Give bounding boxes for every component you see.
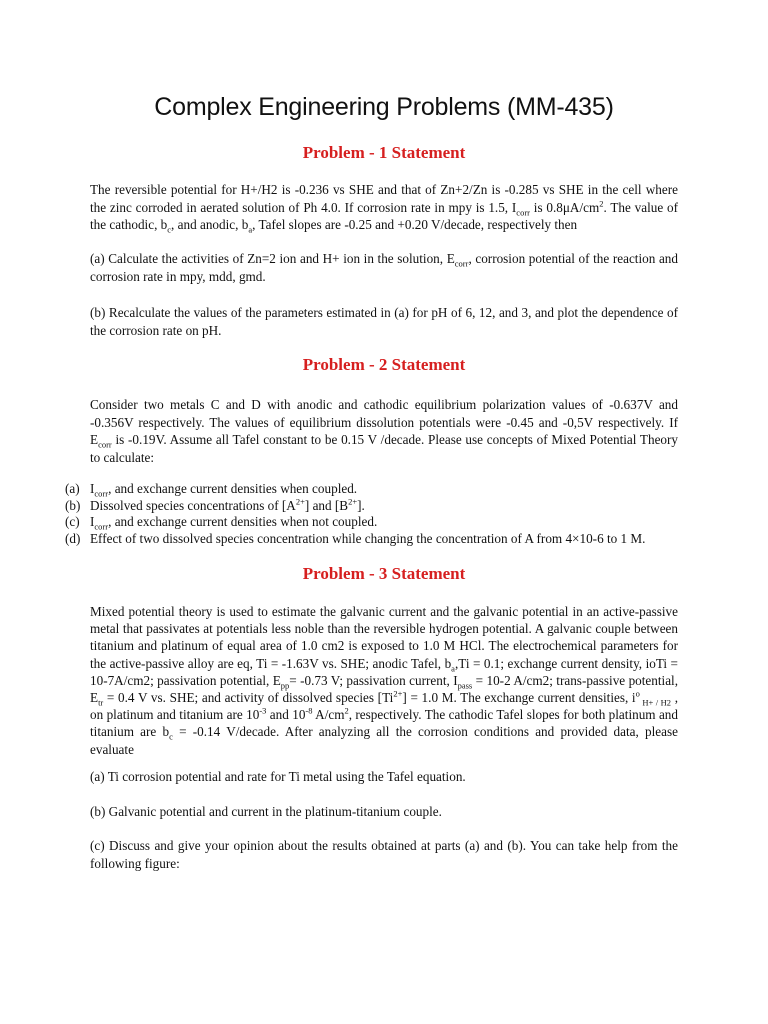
document-title: Complex Engineering Problems (MM-435) [154, 93, 614, 121]
list-item: (b) Dissolved species concentrations of $[A^{2+}]$ and $[B^{2+}]$. [65, 496, 365, 513]
problem-2-heading: Problem - 2 Statement [302, 355, 466, 374]
problem-3-heading: Problem - 3 Statement [302, 564, 466, 583]
problem-1-part-a: (a) Calculate the activities of Zn=2 ion and H+ ion in the solution, $E_{corr}$, corrosion potential of the reaction and corrosion rate in mpy, mdd, gmd. [90, 251, 678, 284]
list-item: (c) $I_{corr}$, and exchange current densities when not coupled. [65, 514, 378, 532]
problem-3-part-a: (a) Ti corrosion potential and rate for Ti metal using the Tafel equation. [90, 769, 466, 784]
list-item: (d) Effect of two dissolved species concentration while changing the concentration of A from 4×10-6 to 1 M. [65, 530, 646, 546]
problem-3-part-c: (c) Discuss and give your opinion about the results obtained at parts (a) and (b). You can take help from the following figure: [90, 838, 678, 871]
problem-1-intro: The reversible potential for H+/H2 is -0.236 vs SHE and that of Zn+2/Zn is -0.285 vs SHE in the cell where the zinc corroded in aerated solution of Ph 4.0. If corrosion rate in mpy is 1.5, $I_{corr}$ is $0.8\mu A/cm^2$. The value of the cathodic, $b_c$, and anodic, $b_a$, Tafel slopes are -0.25 and +0.20 V/decade, respectively then [90, 182, 679, 235]
problem-2-list [65, 481, 685, 547]
problem-1-part-b: (b) Recalculate the values of the parameters estimated in (a) for pH of 6, 12, and 3, and plot the dependence of the corrosion rate on pH. [90, 305, 678, 338]
problem-3-intro: Mixed potential theory is used to estimate the galvanic current and the galvanic potential in an active-passive metal that passivates at potentials less noble than the reversible hydrogen potential. A galvanic couple between titanium and platinum of equal area of 1.0 cm2 is exposed to 1.0 M HCl. The electrochemical parameters for the active-passive alloy are eq, Ti = -1.63V vs. SHE; anodic Tafel, $b_a,Ti = 0.1$; exchange current density, ioTi = 10-7A/cm2; passivation potential, $E_{pp}= -0.73$ V; passivation current, $I_{pass} = 10-2$ A/cm2; trans-passive potential, $E_{tr} = 0.4$ V vs. SHE; and activity of dissolved species $[Ti^{2+}] = 1.0$ M. The exchange current densities, $i^o$ $_{H+ / H2}$ , on platinum and titanium are $10^{-3}$ and $10^{-8}$ $A/cm^2$, respectively. The cathodic Tafel slopes for both platinum and titanium are $b_c = -0.14$ V/decade. After analyzing all the corrosion conditions and provided data, please evaluate [90, 604, 679, 757]
problem-3-part-b: (b) Galvanic potential and current in the platinum-titanium couple. [90, 804, 442, 819]
problem-2-intro: Consider two metals C and D with anodic and cathodic equilibrium polarization values of -0.637V and -0.356V respectively. The values of equilibrium dissolution potentials were -0.45 and -0,5V respectively. If $E_{corr}$ is -0.19V. Assume all Tafel constant to be 0.15 V /decade. Please use concepts of Mixed Potential Theory to calculate: [90, 397, 678, 465]
list-item: (a) $I_{corr}$, and exchange current densities when coupled. [65, 481, 358, 499]
problem-1-heading: Problem - 1 Statement [302, 143, 466, 162]
